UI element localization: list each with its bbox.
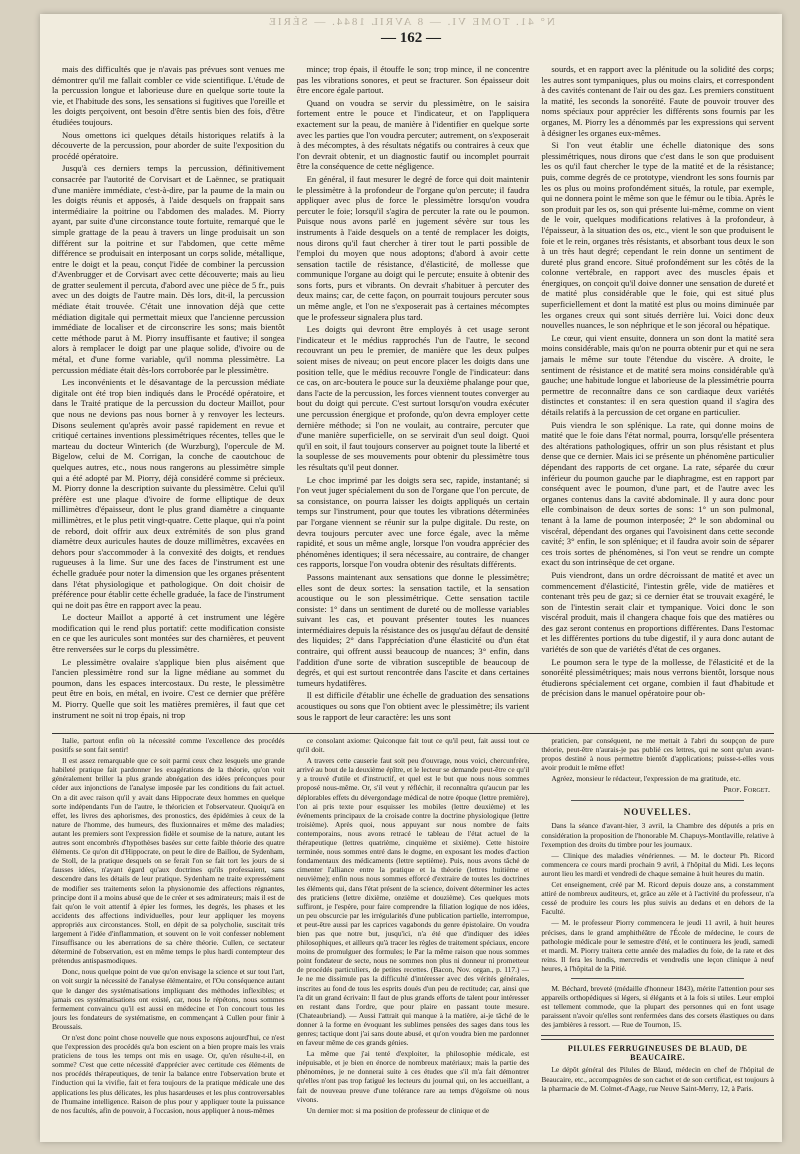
paragraph: Nous omettons ici quelques détails historiques relatifs à la découverte de la percussion, pour aborder de suite l'exposition du procédé opératoire.: [52, 129, 285, 161]
paragraph: Italie, partout enfin où la nécessité comme l'excellence des procédés positifs se sont fait sentir!: [52, 736, 285, 755]
paragraph: mais des difficultés que je n'avais pas prévues sont venues me démontrer qu'il me fallait combler ce vide scientifique. L'étude de la percussion longue et laborieuse dure en quelque sorte toute la vie, et l'habitude des sons, les sensations si fugitives que l'oreille et les doigts perçoivent, ont besoin d'être sentis bien des fois, d'être étudiées toujours.: [52, 64, 285, 127]
bottom-column-3: [541, 736, 774, 1136]
paragraph: Agréez, monsieur le rédacteur, l'expression de ma gratitude, etc.: [551, 774, 741, 784]
paragraph: sourds, et en rapport avec la plénitude ou la solidité des corps; les autres sont tympaniques, plus ou moins clairs, et correspondent à des cavités contenant de l'air ou des gaz. Les premiers constituent la matité, les seconds la sonoréité. Faute de pouvoir trouver des noms spéciaux pour apprécier les différents sons fournis par les organes, M. Piorry les a dénommés par les expressions qui servent à désigner les organes eux-mêmes.: [541, 64, 774, 138]
paragraph: Puis viendront, dans un ordre décroissant de matité et avec un commencement d'élasticité, l'intestin grêle, vide de matières et contenant très peu de gaz; si ce dernier état se trouvait exagéré, le son de l'intestin serait clair et tympanique. Voici donc le son viscéral produit, mais il changera chaque fois que des matières ou des gaz seront contenus en proportions différentes. Dans l'estomac et les différentes portions du tube digestif, il y aura donc autant de variétés de son que de variétés d'état de ces organes.: [541, 569, 774, 655]
news-item: Cet enseignement, créé par M. Ricord depuis douze ans, a constamment attiré de nombreux auditeurs, et, grâce au zèle et à l'activité du professeur, n'a cessé de produire les cours les plus suivis au dedans et en dehors de la Faculté.: [541, 880, 774, 917]
news-item: — Clinique des maladies vénériennes. — M. le docteur Ph. Ricord commencera ce cours mardi prochain 9 avril, à l'hôpital du Midi. Les leçons auront lieu les mardi et vendredi de chaque semaine à huit heures du matin.: [541, 850, 774, 878]
top-column-3: [541, 64, 774, 734]
paragraph: praticien, par conséquent, ne me mettait à l'abri du soupçon de pure théorie, peut-être n'aurais-je pas publié ces lettres, qui ne sont qu'un avant-propos destiné à nous permettre bientôt d'applications; puisse-t-elles vous avoir produit le même effet!: [541, 736, 774, 773]
paragraph: Passons maintenant aux sensations que donne le plessimètre; elles sont de deux sortes: la sensation tactile, et la sensation acoustique ou le son plessimétrique. Cette sensation tactile consiste: 1° dans un sentiment de dureté ou de mollesse variables suivant les cas, et pouvant présenter toutes les nuances intermédiaires depuis la résistance des os jusqu'au défaut de densité des liquides; 2° dans l'appréciation d'une élasticité ou d'un état contraire, qui offrent aussi beaucoup de nuances; 3° enfin, dans l'addition d'une sorte de vibration susceptible de beaucoup de degrés, et qui est surtout rencontrée dans l'ascite et dans certaines tumeurs hydatifères.: [296, 571, 530, 688]
page-number: — 162 —: [381, 30, 441, 46]
advertisement-title: PILULES FERRUGINEUSES DE BLAUD, DE BEAUCAIRE.: [567, 1044, 748, 1063]
bottom-column-1: [52, 736, 285, 1136]
paragraph: Un dernier mot: si ma position de professeur de clinique et de: [306, 1105, 490, 1115]
top-column-1: [52, 64, 285, 734]
paragraph: mince; trop épais, il étouffe le son; trop mince, il ne concentre pas les vibrations sonores, et peut se fracturer. Son épaisseur doit être encore égale partout.: [296, 64, 530, 96]
paragraph: Les doigts qui devront être employés à cet usage seront l'indicateur et le médius rapprochés l'un de l'autre, le second recouvrant un peu le premier, de manière que les deux pulpes soient mises de niveau; on peut encore placer les doigts dans une position telle, que le médius recouvre l'ongle de l'indicateur: dans ce cas, on arc-boutera le pouce sur la deuxième phalange pour que, dans l'acte de la percussion, les forces viennent toutes converger au bout du doigt qui percute. C'est surtout lorsqu'on voudra exécuter une percussion énergique et profonde, qu'on devra employer cette dernière méthode; si l'on ne voulait, au contraire, percuter que d'une manière superficielle, on se servirait d'un seul doigt. Quoi qu'il en soit, il faut toujours conserver au poignet toute la liberté et la souplesse de ses mouvements pour obtenir du plessimètre tous les résultats qu'il peut donner.: [296, 324, 530, 472]
news-item: M. Béchard, breveté (médaille d'honneur 1843), mérite l'attention pour ses appareils orthopédiques si légers, si élégants et à la fois si utiles. Leur emploi est tellement commode, que la plupart des personnes qui en font usage paraissent n'avoir qu'elles sont renfermées dans des corsets élastiques ou dans des jambières à ressort. — Rue de Tournon, 15.: [541, 983, 774, 1030]
divider: [571, 978, 744, 979]
author-signature: Prof. Forget.: [723, 785, 770, 795]
paragraph: Or n'est donc point chose nouvelle que nous exposons aujourd'hui, ce n'est que l'expression des procédés qu'a bon escient on a bien propre mais les vrais praticiens de tous les temps ont mis en usage. Or, qu'en résulte-t-il, en somme? C'est que cette nécessité d'apprécier avec certitude ces éléments de nos procédés thérapeutiques, de tenir la balance entre l'observation brute et l'induction qui la vivifie, fait et fera toujours de la pratique médicale une des applications les plus délicates, les plus hasardeuses et les plus controversables de l'humaine intelligence. Raison de plus pour y appliquer toute la puissance de nos facultés, afin de pouvoir, à l'occasion, nous appliquer à nous-mêmes: [52, 1033, 285, 1115]
newspaper-page: [40, 14, 782, 1142]
paragraph: Si l'on veut établir une échelle diatonique des sons plessimétriques, nous dirons que c'est dans le son que produisent les os qu'il faut chercher le type de la matité et de la résistance; puis, comme degrés de ce prototype, viendront les sons fournis par les os plus ou moins profondément situés, la rotule, par exemple, qui ne donnera point le même son que le fémur ou le tibia. Après le son produit par les os, son qui présente lui-même, comme on vient de le voir, quelques modifications relatives à la profondeur, à l'épaisseur, à la situation des os, etc., vient le son que produisent le foie et le rein, organes très résistants, et absorbant tous deux le son à un très haut degré; cependant le rein donne un sentiment de dureté plus grand encore. Situé profondément sur les côtés de la colonne vertébrale, en rapport avec des muscles épais et énergiques, on conçoit qu'il doive donner une sensation de dureté et de matité plus considérable que le foie, qui est situé plus superficiellement et dont la matité est plus ou moins diminuée par les organes creux qui sont situés derrière lui. Voici donc deux nouvelles nuances, le son néphrique et le son jécoral ou hépatique.: [541, 140, 774, 331]
paragraph: Le docteur Maillot a apporté à cet instrument une légère modification qui le rend plus portatif: cette modification consiste en ce que les auricules sont montées sur des charnières, et peuvent être renversées sur le corps du plessimètre.: [52, 612, 285, 655]
paragraph: Le poumon sera le type de la mollesse, de l'élasticité et de la sonoréité plessimétriques; mais nous verrons bientôt, lorsque nous étudierons spécialement cet organe, combien il faut d'habitude et de précision dans le manuel opératoire pour ob-: [541, 656, 774, 699]
paragraph: Il est assez remarquable que ce soit parmi ceux chez lesquels une grande habileté pratique fait pardonner les exagérations de la théorie, qu'on voit généralement briller la plus grande abnégation des idées préconçues pour céder aux injonctions de l'analyse imposée par les conditions du fait actuel. On a dit avec raison qu'il y avait dans Hippocrate deux hommes en quelque sorte indépendants l'un de l'autre, le théoricien et l'observateur. Quoiqu'à en effet, les livres des aphorismes, des pronostics, des épidémies à ceux de la nature de l'homme, des humeurs, des fluxionnaires et même des maladies; autant les premiers sont l'expression fidèle et soumise de la nature, autant les autres sont encombrés d'hypothèses basées sur cette faible théorie des quatre éléments. Ce qu'on dit d'Hippocrate, on peut le dire de Baillou, de Sydenham, de Stoll, de la pratique desquels on se ferait l'on se fait tort les jours de si fausses idées, n'ayant égard qu'aux doctrines qu'ils professaient, sans descendre dans les détails de leur pratique. Sydenham ne traite expressément de modifier ses traitements selon la physionomie des affections régnantes, principe dont il a moins abusé que de le créer et ses admirateurs; mais il est de fait qu'on le voit attentif à épier les formes, les degrés, les phases et les accidents des affections individuelles, pour leur appliquer les moyens appropriés aux circonstances. Stoll, en dépit de sa polycholie, suscitait très largement à l'idée d'inflammation, et souvent on le voit confesser noblement l'insuffisance ou les aberrations de sa chère théorie. Cullen, ce sectateur déterminé de l'observation, est en même temps le plus hardi contempteur des prétendus antispasmodiques.: [52, 756, 285, 966]
section-divider: [52, 733, 774, 734]
advertisement: [541, 1065, 774, 1092]
paragraph: Le cœur, qui vient ensuite, donnera un son dont la matité sera moins considérable, mais qu'on ne pourra obtenir pur et qui ne sera jamais le même sur toute l'étendue du viscère. A droite, le sentiment de résistance et de matité sera moins considérable qu'à gauche; une habitude longue et laborieuse de la plessimétrie pourra permettre de reconnaître dans ce son cardiaque deux variétés distinctes et constantes: il en sera question quand il s'agira des détails relatifs à la percussion de cet organe en particulier.: [541, 332, 774, 417]
news-item: Dans la séance d'avant-hier, 3 avril, la Chambre des députés a pris en considération la proposition de l'honorable M. Chapuys-Montlaville, relative à l'exemption des droits du timbre pour les journaux.: [541, 821, 774, 849]
double-rule: [541, 1035, 774, 1040]
news-section-title: NOUVELLES.: [623, 807, 692, 818]
paragraph: Les inconvénients et le désavantage de la percussion médiate digitale ont été trop bien indiqués dans le Procédé opératoire, et dans le Traité pratique de la percussion du docteur Maillot, pour que nous ne devions pas nous borner à y renvoyer les lecteurs. Disons seulement qu'après avoir passé rapidement en revue et critiqué certaines inventions plessimétriques récentes, telles que le marteau du docteur Winterich (de Wurzburg), l'opercule de M. Bigelow, celui de M. Corrigan, la conche de caoutchouc de quelques autres, etc., nous nous rangerons au plessimètre simple qui a été adopté par M. Piorry, déjà considéré comme si précieux. M. Piorry donne la description suivante du plessimètre. Celui qu'il préfère est une plaque d'ivoire de forme elliptique de deux millimètres d'épaisseur, dont le plus grand diamètre a cinquante millimètres, et le plus petit vingt-quatre. Cette plaque, qui n'a point de rebord, doit offrir aux deux extrémités de son plus grand diamètre deux auricules hautes de douze millimètres, excavées en dehors pour s'accommoder à la convexité des doigts, et rendues rugueuses à la lime. Sur une des faces de l'instrument est une échelle graduée pour noter la dimension que les organes présentent dans l'état physiologique et pathologique. On doit choisir de préférence pour établir cette échelle graduée, la face de l'instrument qui ne doit pas être en rapport avec la peau.: [52, 377, 285, 610]
paragraph: Quand on voudra se servir du plessimètre, on le saisira fortement entre le pouce et l'indicateur, et on l'appliquera exactement sur la peau, de manière à l'identifier en quelque sorte avec les parties que l'on voudra percuter; autrement, on s'exposerait à des mécomptes, à des résultats négatifs ou contraires à ceux que l'on devrait obtenir, et un diagnostic fautif ou incomplet pourrait être la conséquence de cette négligence.: [296, 97, 530, 172]
news-item: — M. le professeur Piorry commencera le jeudi 11 avril, à huit heures précises, dans le grand amphithéâtre de l'École de médecine, le cours de pathologie médicale pour le semestre d'été, et le continuera les jeudi, samedi et mardi. M. Piorry traitera cette année des maladies du foie, de la rate et des reins. Il fera les lundis, mercredis et vendredis une leçon clinique à neuf heures, à l'hôpital de la Pitié.: [541, 918, 774, 973]
advertisement-text: Le dépôt général des Pilules de Blaud, médecin en chef de l'hôpital de Beaucaire, etc., accompagnées de son cachet et de son certificat, est toujours à la pharmacie de M. Colmet-d'Aage, rue Neuve Saint-Merry, 12, à Paris.: [541, 1065, 774, 1093]
paragraph: Donc, nous quelque point de vue qu'on envisage la science et sur tout l'art, on voit surgir la nécessité de l'analyse élémentaire, et l'Ou conséquence autant que le danger des systématisations impliquant des méthodes inflexibles; et jamais ces systématisations ont existé, car, nous le répétons, nous sommes fermement convaincu qu'il est aussi en médecine et l'on concourt tous les jours les fondateurs de systématisme, en commençant à Cullen pour finir à Broussais.: [52, 967, 285, 1031]
feuilleton-bottom: [52, 736, 774, 1136]
bleed-through-header: N° 41. TOME VI. — 8 AVRIL 1844. — SÉRIE: [267, 16, 555, 28]
top-column-2: [297, 64, 530, 734]
paragraph: Puis viendra le son splénique. La rate, qui donne moins de matité que le foie dans l'état normal, pourra, lorsqu'elle présentera des altérations pathologiques, offrir un son plus résistant et plus dense que ce dernier. Mais ici se présente un phénomène particulier dépendant des rapports de cet organe. La rate, séparée du cœur inférieur du poumon gauche par le diaphragme, est en rapport par conséquent avec le poumon, d'une part, et de l'autre avec les organes contenus dans la cavité abdominale. Il y aura donc pour elle combinaison de deux sortes de sons: 1° un son pulmonal, tenant à la lame de poumon interposée; 2° le son abdominal ou viscéral, dépendant des organes qui l'avoisinent dans cette seconde cavité; 3° enfin, le son splénique; et il faudra avoir soin de séparer ces trois sortes de phénomènes, si l'on veut se rendre un compte exact du son intrinsèque de cet organe.: [541, 419, 774, 568]
article-top: [52, 64, 774, 734]
paragraph: A travers cette causerie faut soit peu d'ouvrage, nous voici, chercunfrère, arrivé au bout de la deuxième épître, et le lecteur se demande peut-être ce qu'il y a trouvé d'utile et d'instructif, et quel est le but que nous nous sommes proposé nous-même. Or, s'il veut y réfléchir, il reconnaîtra qu'aucun par les déplorables effets du dévergondage médical de notre époque (lettre première), l'on ai pris texte pour esquisser les mobiles (lettre deuxième) et les événements principaux de la croisade contre la doctrine physiologique (lettre troisième). Après quoi, nous appuyant sur nous nombre de faits contemporains, nous avons retracé le tableau de l'état actuel de la thérapeutique (lettres quatrième, cinquième et sixième). Cette histoire terminée, nous sommes entré dans le dogme, en exposant les modes d'action fondamentaux des médicaments (lettre septième). Puis, nous avons tâché de cimenter l'alliance entre la pratique et la théorie (lettres huitième et neuvième); enfin nous nous sommes efforcé d'extraire de toutes les doctrines les éléments qui, dans l'état présent de la science, doivent déterminer les actes des praticiens (lettre dixième, onzième et douzième). Ces quelques mots suffiront, je l'espère, pour faire comprendre la filiation logique de nos idées, un peu obscurcie par les irrégularités d'une publication partielle, interrompue, et peut-être aussi par les caprices vagabonds du genre épistolaire. On voudra bien pas que notre but, jusqu'ici, n'a été que d'indiquer des idées philosophiques, et ailleurs qu'à tracer les règles de traitement spéciaux, encore moins de promulguer des formules; le Par la même raison que nous sommes point fondateur de secte, nous ne sommes non plus ni donneur ni prometteur de procédés particuliers, de petites recettes. (Bacon, Nov. organ., p. 117.) — Je ne me dissimule pas la difficulté d'intéresser avec des vérités générales, inscrites au fond de tous les esprits doués d'un peu de rectitude; car, ainsi que l'a dit un grand écrivain: Il faut de plus grands efforts de talent pour intéresser en restant dans l'ordre, que pour plaire en passant toute mesure. (Chateaubriand). — Aussi l'attrait qui manque à la matière, ai-je tâché de le donner à la forme en évoquant les sublimes pensées des sages dans tous les genres; tactique dont j'ai sans doute abusé, et qu'on voudra bien me pardonner en faveur même de ces grands génies.: [296, 756, 530, 1048]
paragraph: Le choc imprimé par les doigts sera sec, rapide, instantané; si l'on veut juger spécialement du son de l'organe que l'on percute, de sa consistance, on pourra laisser les doigts appliqués un certain temps sur l'instrument, pour que toutes les vibrations déterminées par l'organe viennent se réunir sur la pulpe digitale. Du reste, on devra toujours percuter avec une force égale, avec la même rapidité, et sous un même angle, lorsque l'on voudra apprécier des phénomènes identiques; il sera nécessaire, au contraire, de changer ces rapports, lorsque l'on voudra obtenir des résultats différents.: [296, 474, 530, 570]
paragraph: En général, il faut mesurer le degré de force qui doit maintenir le plessimètre à la profondeur de l'organe qu'on percute; il faudra appliquer avec plus de force le plessimètre lorsqu'on voudra percuter le foie; lorsqu'il s'agira de percuter la rate ou le poumon. Puisque nous avons parlé en jugement sévère sur tous les instruments à l'aide desquels on a tenté de remplacer les doigts, nous dirons qu'il faut chercher à tirer tout le parti possible de l'emploi du moyen que nous adoptons; d'abord à avoir cette sensation tactile de résistance, d'élasticité, de mollesse que communique l'organe au doigt qui le percute; ensuite à obtenir des sons forts, purs et vibrants. On devrait s'habituer à percuter des deux mains; car, de cette façon, on pourrait toujours percuter sous un même angle, et l'on ne s'exposerait pas à certaines mécomptes que le professeur signalera plus tard.: [296, 173, 530, 322]
paragraph: Jusqu'à ces derniers temps la percussion, définitivement consacrée par l'autorité de Corvisart et de Laënnec, se pratiquait d'une manière immédiate, c'est-à-dire, par la paume de la main ou les doigts réunis et apposés, à l'aide desquels on frappait sans intermédiaire la poitrine ou l'abdomen des malades. M. Piorry ayant, par suite d'une circonstance toute fortuite, remarqué que le simple grattage de la peau à travers un linge produisait un son différent sur la poitrine et sur l'abdomen, que cette même différence se produisait en interposant un corps solide, métallique, entre le doigt et la peau, conçut l'idée de combiner la percussion d'Avenbrugger et de Corvisart avec cette découverte; mais au lieu de gratter seulement il percuta, d'abord avec une pièce de 5 fr., puis avec un des doigts de l'autre main. Dès lors, dit-il, la percussion médiate était trouvée. C'était une innovation déjà que cette médiation digitale qui permettait mieux que l'ancienne percussion immédiate de localiser et de circonscrire les sons; mais bientôt cette méthode parut à M. Piorry insuffisante et fautive; il songea alors à remplacer le doigt par une plaque solide, d'ivoire ou de métal, et d'une forme variable, qu'il nomma plessimètre. La percussion médiate était dès-lors corroborée par le plessimètre.: [52, 163, 285, 375]
bottom-column-2: [297, 736, 530, 1136]
paragraph: Le plessimètre ovalaire s'applique bien plus aisément que l'ancien plessimètre rond sur la ligne médiane au sommet du poumon, dans les espaces intercostaux. Du reste, le plessimètre peut être en bois, en métal, en ivoire. C'est ce dernier que préfère M. Piorry. Quelle que soit les matières premières, il faut que cet instrument ne soit ni trop épais, ni trop: [52, 656, 285, 720]
paragraph: Il est difficile d'établir une échelle de graduation des sensations acoustiques ou sons que l'on obtient avec le plessimètre; ils varient sous le rapport de leur caractère: les uns sont: [296, 690, 530, 722]
paragraph: ce consolant axiome: Quiconque fait tout ce qu'il peut, fait aussi tout ce qu'il doit.: [296, 736, 530, 755]
paragraph: La même que j'ai tenté d'exploiter, la philosophie médicale, est inépuisable, et je bien en énorce de nombreux matériaux; mais la partie des phénomènes, je ne donnerai suite à ces études que s'il m'a fait démontrer qu'elles n'ont pas trop fatigué les lecteurs du journal qui, on les accueillant, a fait de nouveau preuve d'une tolérance rare au temps d'égoïsme où nous vivons.: [296, 1049, 530, 1104]
divider: [571, 800, 744, 801]
